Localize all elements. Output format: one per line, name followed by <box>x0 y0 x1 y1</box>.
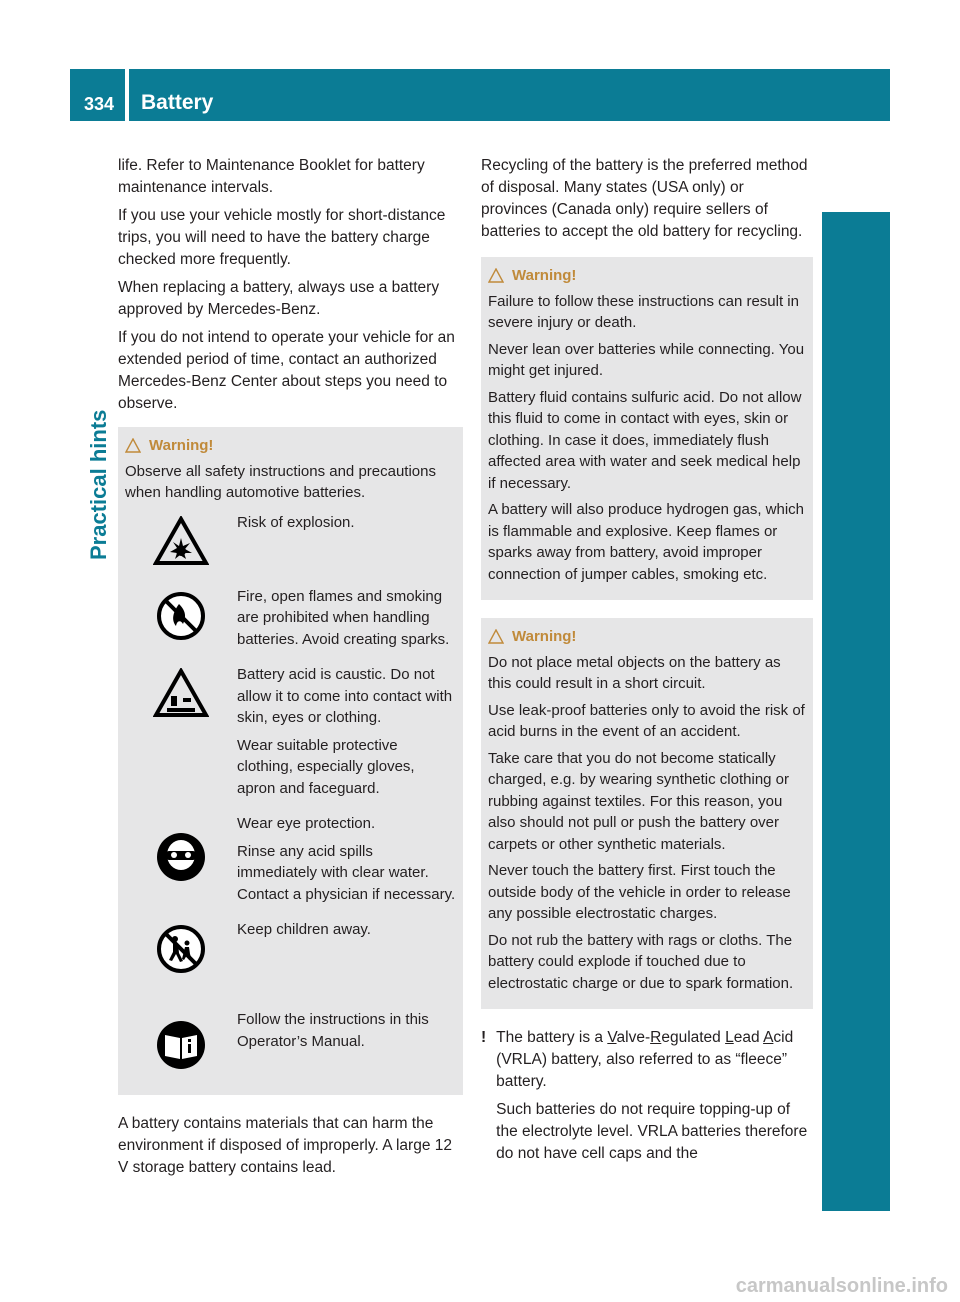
side-tab-gap <box>822 121 890 212</box>
section-title: Battery <box>141 91 214 114</box>
warning-paragraph: Failure to follow these instructions can result in severe injury or death. <box>488 292 799 331</box>
symbol-text: Keep children away. <box>237 921 371 938</box>
note-text: egulated <box>661 1029 726 1046</box>
symbol-text: Battery acid is caustic. Do not allow it to come into contact with skin, eyes or clothing. <box>237 666 453 726</box>
symbol-row <box>125 919 456 975</box>
eye-protection-icon <box>125 813 237 911</box>
note-text: ead <box>733 1029 760 1046</box>
keep-children-away-icon <box>125 919 237 975</box>
chapter-side-tab <box>822 121 890 1211</box>
symbol-row <box>125 1009 456 1071</box>
right-column <box>481 155 813 1171</box>
warning-paragraph: Do not place metal objects on the battery as this could result in a short circuit. <box>488 653 781 692</box>
symbol-row <box>125 813 456 911</box>
warning-title: Warning! <box>149 437 214 454</box>
paragraph: A battery contains materials that can harm the environment if disposed of improperly. A large 12 V storage battery contains lead. <box>118 1115 453 1176</box>
page-number: 334 <box>84 94 115 114</box>
note-text: The battery is a <box>496 1029 608 1046</box>
header-bar-title <box>129 69 890 121</box>
note-paragraph <box>496 1027 813 1093</box>
corrosive-warning-icon <box>125 664 237 805</box>
explosion-warning-icon <box>125 512 237 566</box>
symbol-text: Fire, open flames and smoking are prohibited when handling batteries. Avoid creating sparks. <box>237 587 450 648</box>
warning-box-acid <box>481 257 813 600</box>
note-text: cid (VRLA) battery, also referred to as “fleece” battery. <box>496 1029 794 1090</box>
symbol-text: Rinse any acid spills immediately with clear water. Contact a physician if necessary. <box>237 842 456 903</box>
symbol-row <box>125 586 456 657</box>
symbol-text: Wear eye protection. <box>237 815 376 832</box>
warning-title: Warning! <box>512 628 577 645</box>
note-exclamation-icon: ! <box>481 1029 487 1046</box>
paragraph: life. Refer to Maintenance Booklet for battery maintenance intervals. <box>118 157 425 196</box>
symbol-row <box>125 664 456 805</box>
symbol-text: Risk of explosion. <box>237 513 355 531</box>
warning-paragraph: A battery will also produce hydrogen gas, which is flammable and explosive. Keep flames or sparks away from battery, avoid improper connection of jumper cables, smoking etc. <box>488 501 805 583</box>
warning-heading <box>125 435 456 457</box>
note-block <box>481 1027 813 1171</box>
warning-triangle-icon <box>488 629 504 644</box>
warning-triangle-icon <box>488 268 504 283</box>
note-text: A <box>763 1029 774 1046</box>
paragraph: When replacing a battery, always use a battery approved by Mercedes-Benz. <box>118 279 440 318</box>
symbol-text: Follow the instructions in this Operator’s Manual. <box>237 1011 429 1050</box>
warning-heading <box>488 626 806 648</box>
chapter-label-text: Practical hints <box>86 409 111 560</box>
warning-title: Warning! <box>512 267 577 284</box>
warning-paragraph: Never lean over batteries while connecting. You might get injured. <box>488 340 805 379</box>
warning-paragraph: Never touch the battery first. First touch the outside body of the vehicle in order to release any possible electrostatic charges. <box>488 862 791 922</box>
warning-paragraph: Battery fluid contains sulfuric acid. Do not allow this fluid to come in contact with eyes, skin or clothing. In case it does, immediately flush affected area with water and seek medical help if necessary. <box>488 388 802 492</box>
symbol-row <box>125 512 456 566</box>
warning-paragraph: Do not rub the battery with rags or cloths. The battery could explode if touched due to electrostatic charge or due to spark formation. <box>488 931 794 992</box>
warning-triangle-icon <box>125 438 141 453</box>
warning-box-static <box>481 618 813 1009</box>
note-text: R <box>650 1029 662 1046</box>
symbol-text: Wear suitable protective clothing, especially gloves, apron and faceguard. <box>237 736 415 797</box>
watermark: carmanualsonline.info <box>735 1275 948 1297</box>
no-fire-icon <box>125 586 237 657</box>
note-text: L <box>725 1029 734 1046</box>
left-column <box>118 155 463 1185</box>
warning-paragraph: Take care that you do not become statically charged, e.g. by wearing synthetic clothing or rubbing against textiles. For this reason, you also should not pull or push the battery over carpets or other synthetic materials. <box>488 749 790 853</box>
note-text: V <box>607 1029 617 1046</box>
note-paragraph: Such batteries do not require topping-up of the electrolyte level. VRLA batteries therefore do not have cell caps and the <box>496 1101 808 1162</box>
paragraph: Recycling of the battery is the preferred method of disposal. Many states (USA only) or provinces (Canada only) require sellers of batteries to accept the old battery for recycling. <box>481 157 808 240</box>
read-manual-icon <box>125 1009 237 1071</box>
warning-heading <box>488 265 806 287</box>
warning-box-symbols <box>118 427 463 1095</box>
paragraph: If you do not intend to operate your vehicle for an extended period of time, contact an authorized Mercedes-Benz Center about steps you need to observe. <box>118 329 455 412</box>
note-text: alve- <box>616 1029 651 1046</box>
paragraph: If you use your vehicle mostly for short-distance trips, you will need to have the battery charge checked more frequently. <box>118 207 446 268</box>
warning-lead: Observe all safety instructions and precautions when handling automotive batteries. <box>125 462 436 501</box>
warning-paragraph: Use leak-proof batteries only to avoid the risk of acid burns in the event of an accident. <box>488 701 805 740</box>
note-body <box>496 1027 813 1171</box>
